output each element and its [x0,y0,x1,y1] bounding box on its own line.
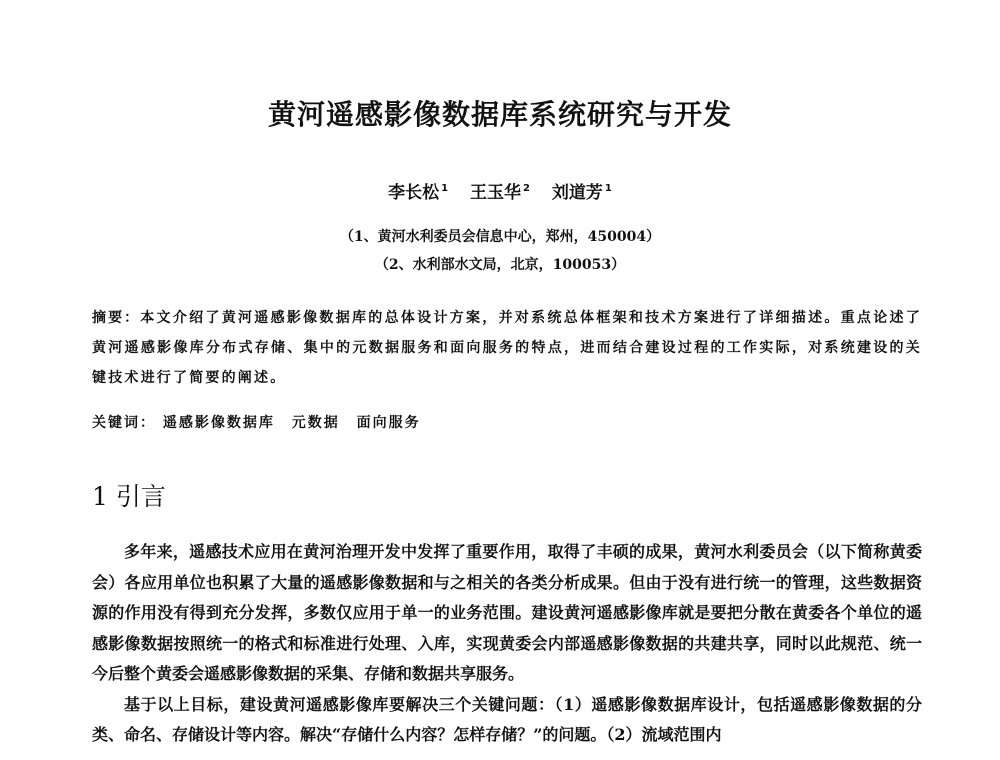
author-name: 刘道芳 [551,183,603,203]
abstract-text: 本文介绍了黄河遥感影像数据库的总体设计方案，并对系统总体框架和技术方案进行了详细描述。重点论述了黄河遥感影像库分布式存储、集中的元数据服务和面向服务的特点，进而结合建设过程的工作实际，对系统建设的关键技术进行了简要的阐述。 [92,310,922,386]
keyword-item: 遥感影像数据库 [162,415,275,431]
keywords [92,412,431,432]
author-2 [470,178,530,203]
author-affiliation-mark: 1 [441,183,449,194]
affiliation-1: （1、黄河水利委员会信息中心，郑州，450004） [339,229,661,245]
section-body [92,537,922,751]
abstract [92,303,922,393]
author-name: 王玉华 [470,183,522,203]
body-paragraph: 多年来，遥感技术应用在黄河治理开发中发挥了重要作用，取得了丰硕的成果，黄河水利委员会（以下简称黄委会）各应用单位也积累了大量的遥感影像数据和与之相关的各类分析成果。但由于没有进行统一的管理，这些数据资源的作用没有得到充分发挥，多数仅应用于单一的业务范围。建设黄河遥感影像库就是要把分散在黄委各个单位的遥感影像数据按照统一的格式和标准进行处理、入库，实现黄委会内部遥感影像数据的共建共享，同时以此规范、统一今后整个黄委会遥感影像数据的采集、存储和数据共享服务。 [92,542,922,683]
section-heading: 1 引言 [92,482,166,511]
keyword-item: 面向服务 [356,415,421,431]
keyword-item: 元数据 [291,415,340,431]
author-3 [552,178,612,203]
abstract-label: 摘要： [92,310,141,326]
body-paragraph: 基于以上目标，建设黄河遥感影像库要解决三个关键问题：（1）遥感影像数据库设计，包括遥感影像数据的分类、命名、存储设计等内容。解决“存储什么内容？怎样存储？”的问题。（2）流域范围内 [92,694,922,744]
author-1 [388,178,448,203]
keywords-label: 关键词： [92,415,156,431]
author-affiliation-mark: 1 [604,183,612,194]
author-name: 李长松 [388,183,440,203]
paper-title: 黄河遥感影像数据库系统研究与开发 [267,98,732,131]
author-list [0,178,1000,203]
author-affiliation-mark: 2 [523,183,530,194]
affiliation-2: （2、水利部水文局，北京，100053） [374,257,626,273]
